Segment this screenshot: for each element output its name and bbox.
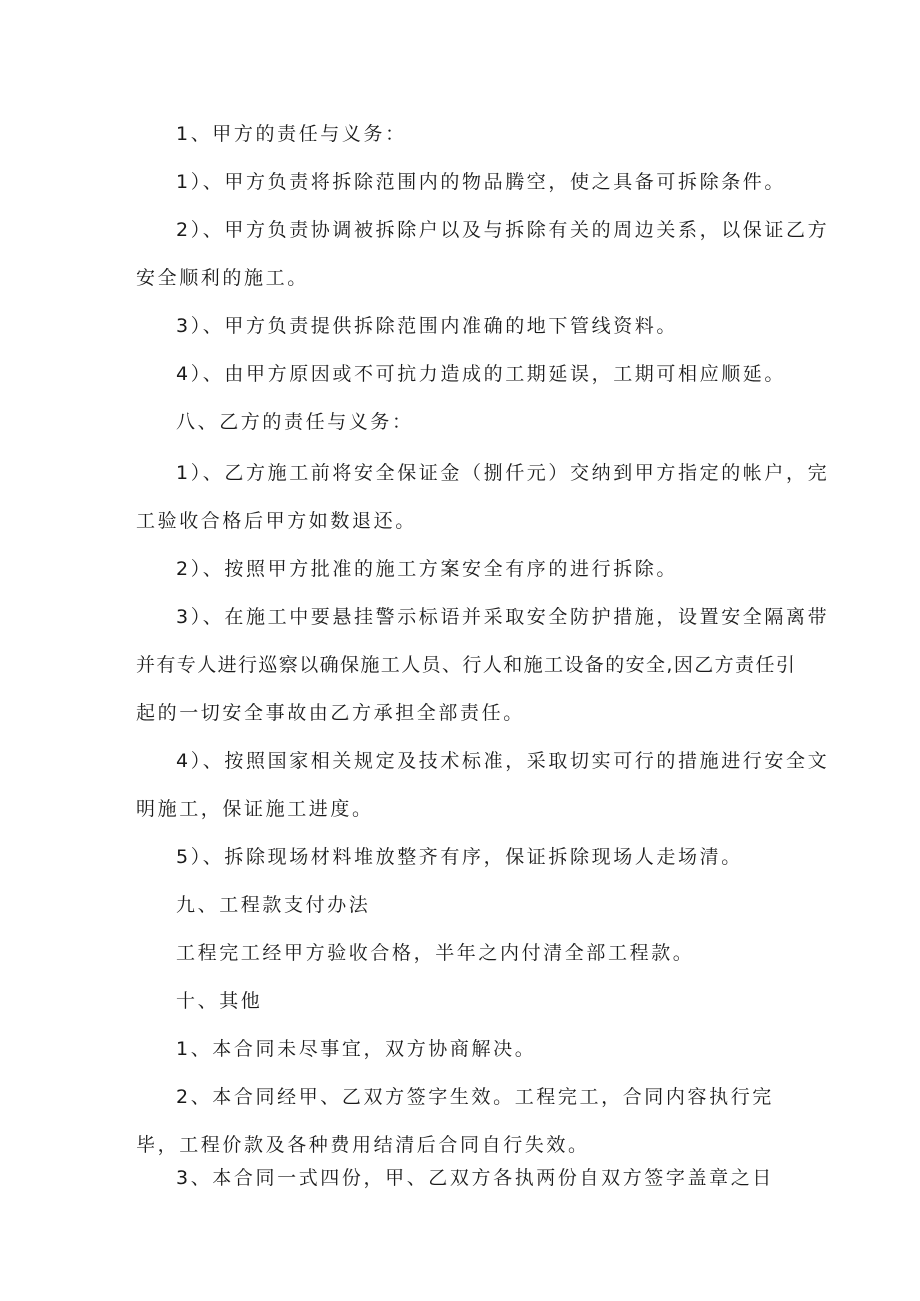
party-b-clause-2: 2）、按照甲方批准的施工方案安全有序的进行拆除。 [176,558,678,580]
party-b-clause-1-line-1: 1）、乙方施工前将安全保证金（捌仟元）交纳到甲方指定的帐户，完 [176,462,830,484]
party-a-clause-1: 1）、甲方负责将拆除范围内的物品腾空，使之具备可拆除条件。 [176,171,786,193]
party-a-clause-2-line-1: 2）、甲方负责协调被拆除户以及与拆除有关的周边关系，以保证乙方 [176,219,830,241]
other-clause-1: 1、本合同未尽事宜，双方协商解决。 [176,1038,537,1060]
party-a-clause-4: 4）、由甲方原因或不可抗力造成的工期延误，工期可相应顺延。 [176,363,786,385]
party-b-clause-3-line-3: 起的一切安全事故由乙方承担全部责任。 [136,702,525,724]
party-b-clause-3-line-1: 3）、在施工中要悬挂警示标语并采取安全防护措施，设置安全隔离带 [176,606,830,628]
party-b-clause-1-line-2: 工验收合格后甲方如数退还。 [136,510,417,532]
payment-clause: 工程完工经甲方验收合格，半年之内付清全部工程款。 [176,942,695,964]
section-heading-party-b-duties: 八、乙方的责任与义务： [176,411,414,433]
section-heading-payment: 九、工程款支付办法 [176,894,371,916]
section-heading-other: 十、其他 [176,990,263,1012]
other-clause-2-line-2: 毕，工程价款及各种费用结清后合同自行失效。 [136,1134,590,1156]
party-b-clause-4-line-2: 明施工，保证施工进度。 [136,798,374,820]
party-a-clause-3: 3）、甲方负责提供拆除范围内准确的地下管线资料。 [176,315,678,337]
party-b-clause-3-line-2: 并有专人进行巡察以确保施工人员、行人和施工设备的安全,因乙方责任引 [136,654,797,676]
section-heading-party-a-duties: 1、甲方的责任与义务： [176,123,407,145]
party-a-clause-2-line-2: 安全顺利的施工。 [136,267,309,289]
party-b-clause-5: 5）、拆除现场材料堆放整齐有序，保证拆除现场人走场清。 [176,846,743,868]
party-b-clause-4-line-1: 4）、按照国家相关规定及技术标准，采取切实可行的措施进行安全文 [176,750,830,772]
other-clause-2-line-1: 2、本合同经甲、乙双方签字生效。工程完工，合同内容执行完 [176,1086,774,1108]
other-clause-3: 3、本合同一式四份，甲、乙双方各执两份自双方签字盖章之日 [176,1167,774,1189]
